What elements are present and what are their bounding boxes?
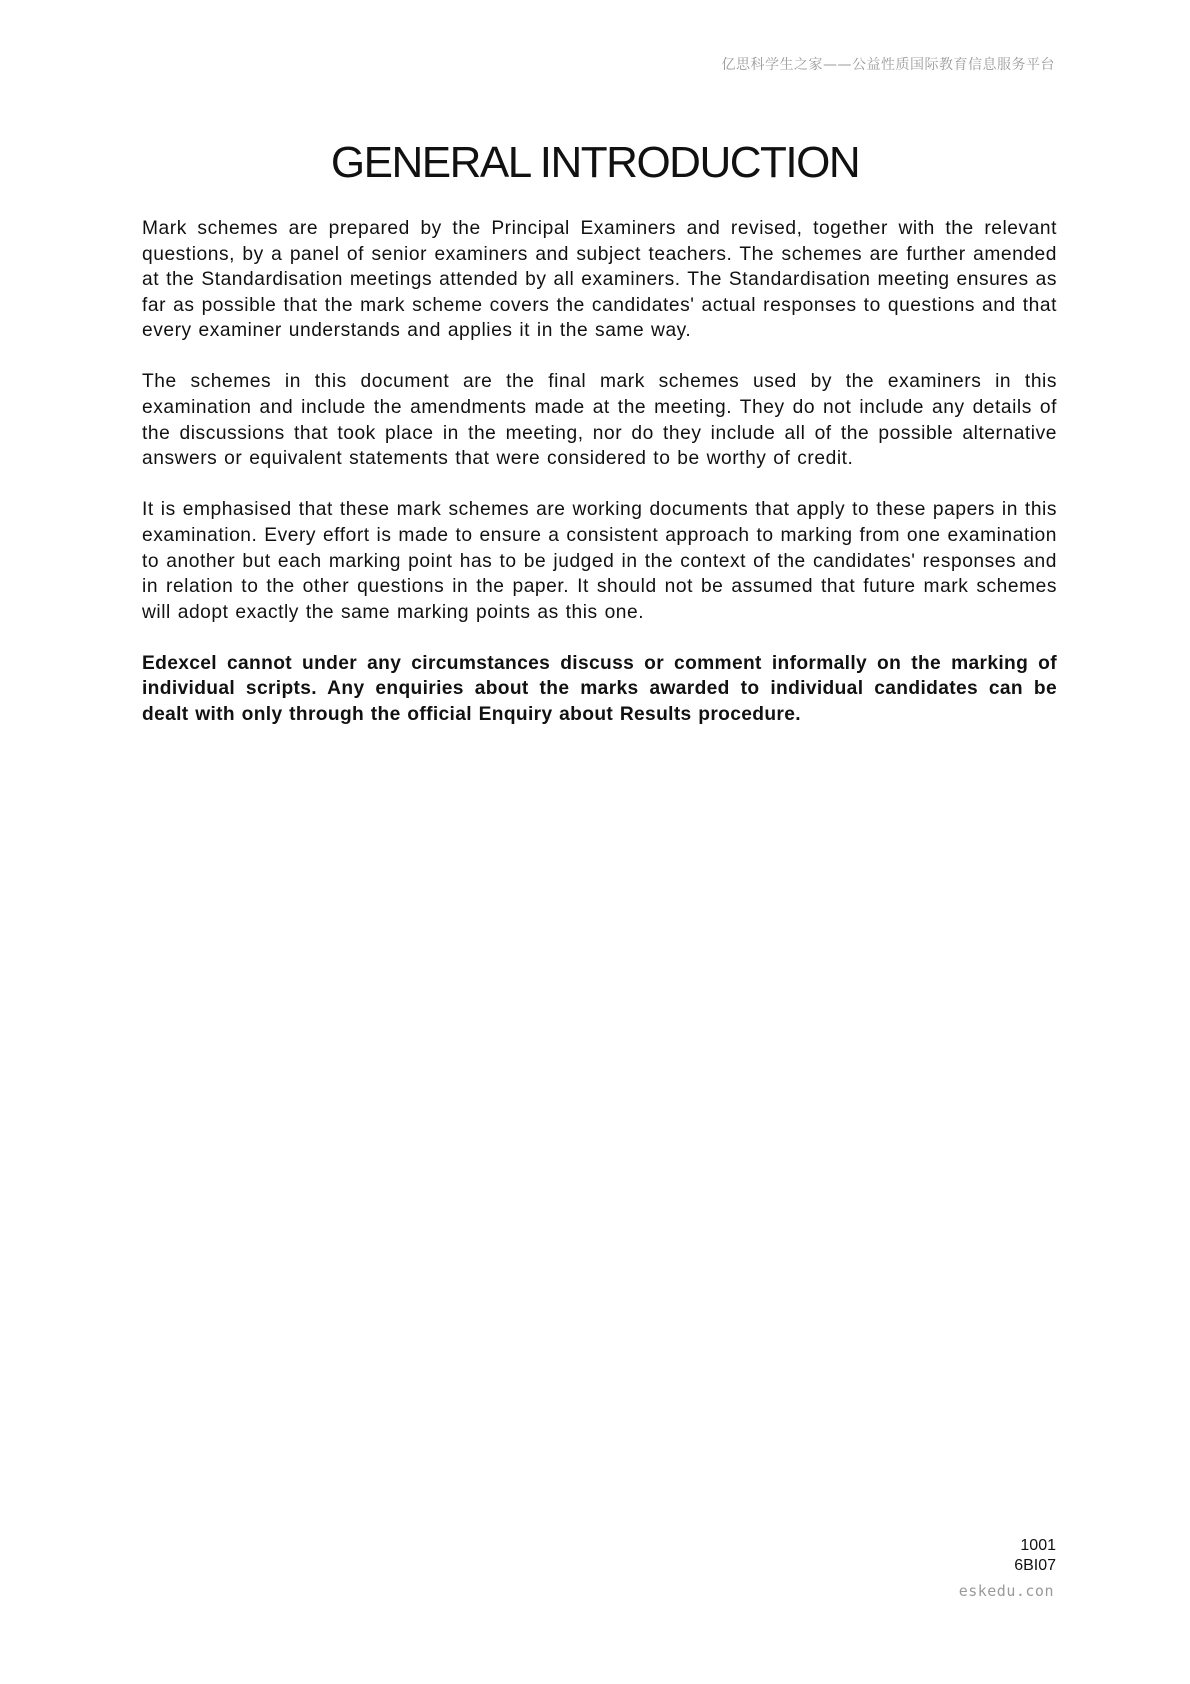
footer-codes [1014,1536,1056,1576]
paragraph-working-documents: It is emphasised that these mark schemes are working documents that apply to these papers in this examination. Every effort is made to ensure a consistent approach to marking from one examination to another but each marking point has to be judged in the context of the candidates' responses and in relation to the other questions in the paper. It should not be assumed that future mark schemes will adopt exactly the same marking points as this one. [142,499,1057,623]
header-watermark: 亿思科学生之家——公益性质国际教育信息服务平台 [721,57,1055,73]
page-title: GENERAL INTRODUCTION [330,138,860,187]
enquiry-notice: Edexcel cannot under any circumstances discuss or comment informally on the marking of individual scripts. Any enquiries about the marks awarded to individual candidates can be dealt with only through the official Enquiry about Results procedure. [142,652,1057,725]
paragraph-mark-schemes: Mark schemes are prepared by the Principal Examiners and revised, together with the relevant questions, by a panel of senior examiners and subject teachers. The schemes are further amended at the Standardisation meetings attended by all examiners. The Standardisation meeting ensures as far as possible that the mark scheme covers the candidates' actual responses to questions and that every examiner understands and applies it in the same way. [142,218,1057,342]
paper-code: 6BI07 [1014,1557,1056,1574]
document-body [142,216,1057,753]
footer-watermark: eskedu.con [958,1582,1054,1600]
paragraph-final-schemes: The schemes in this document are the final mark schemes used by the examiners in this examination and include the amendments made at the meeting. They do not include any details of the discussions that took place in the meeting, nor do they include all of the possible alternative answers or equivalent statements that were considered to be worthy of credit. [142,371,1057,470]
session-code: 1001 [1020,1537,1056,1554]
